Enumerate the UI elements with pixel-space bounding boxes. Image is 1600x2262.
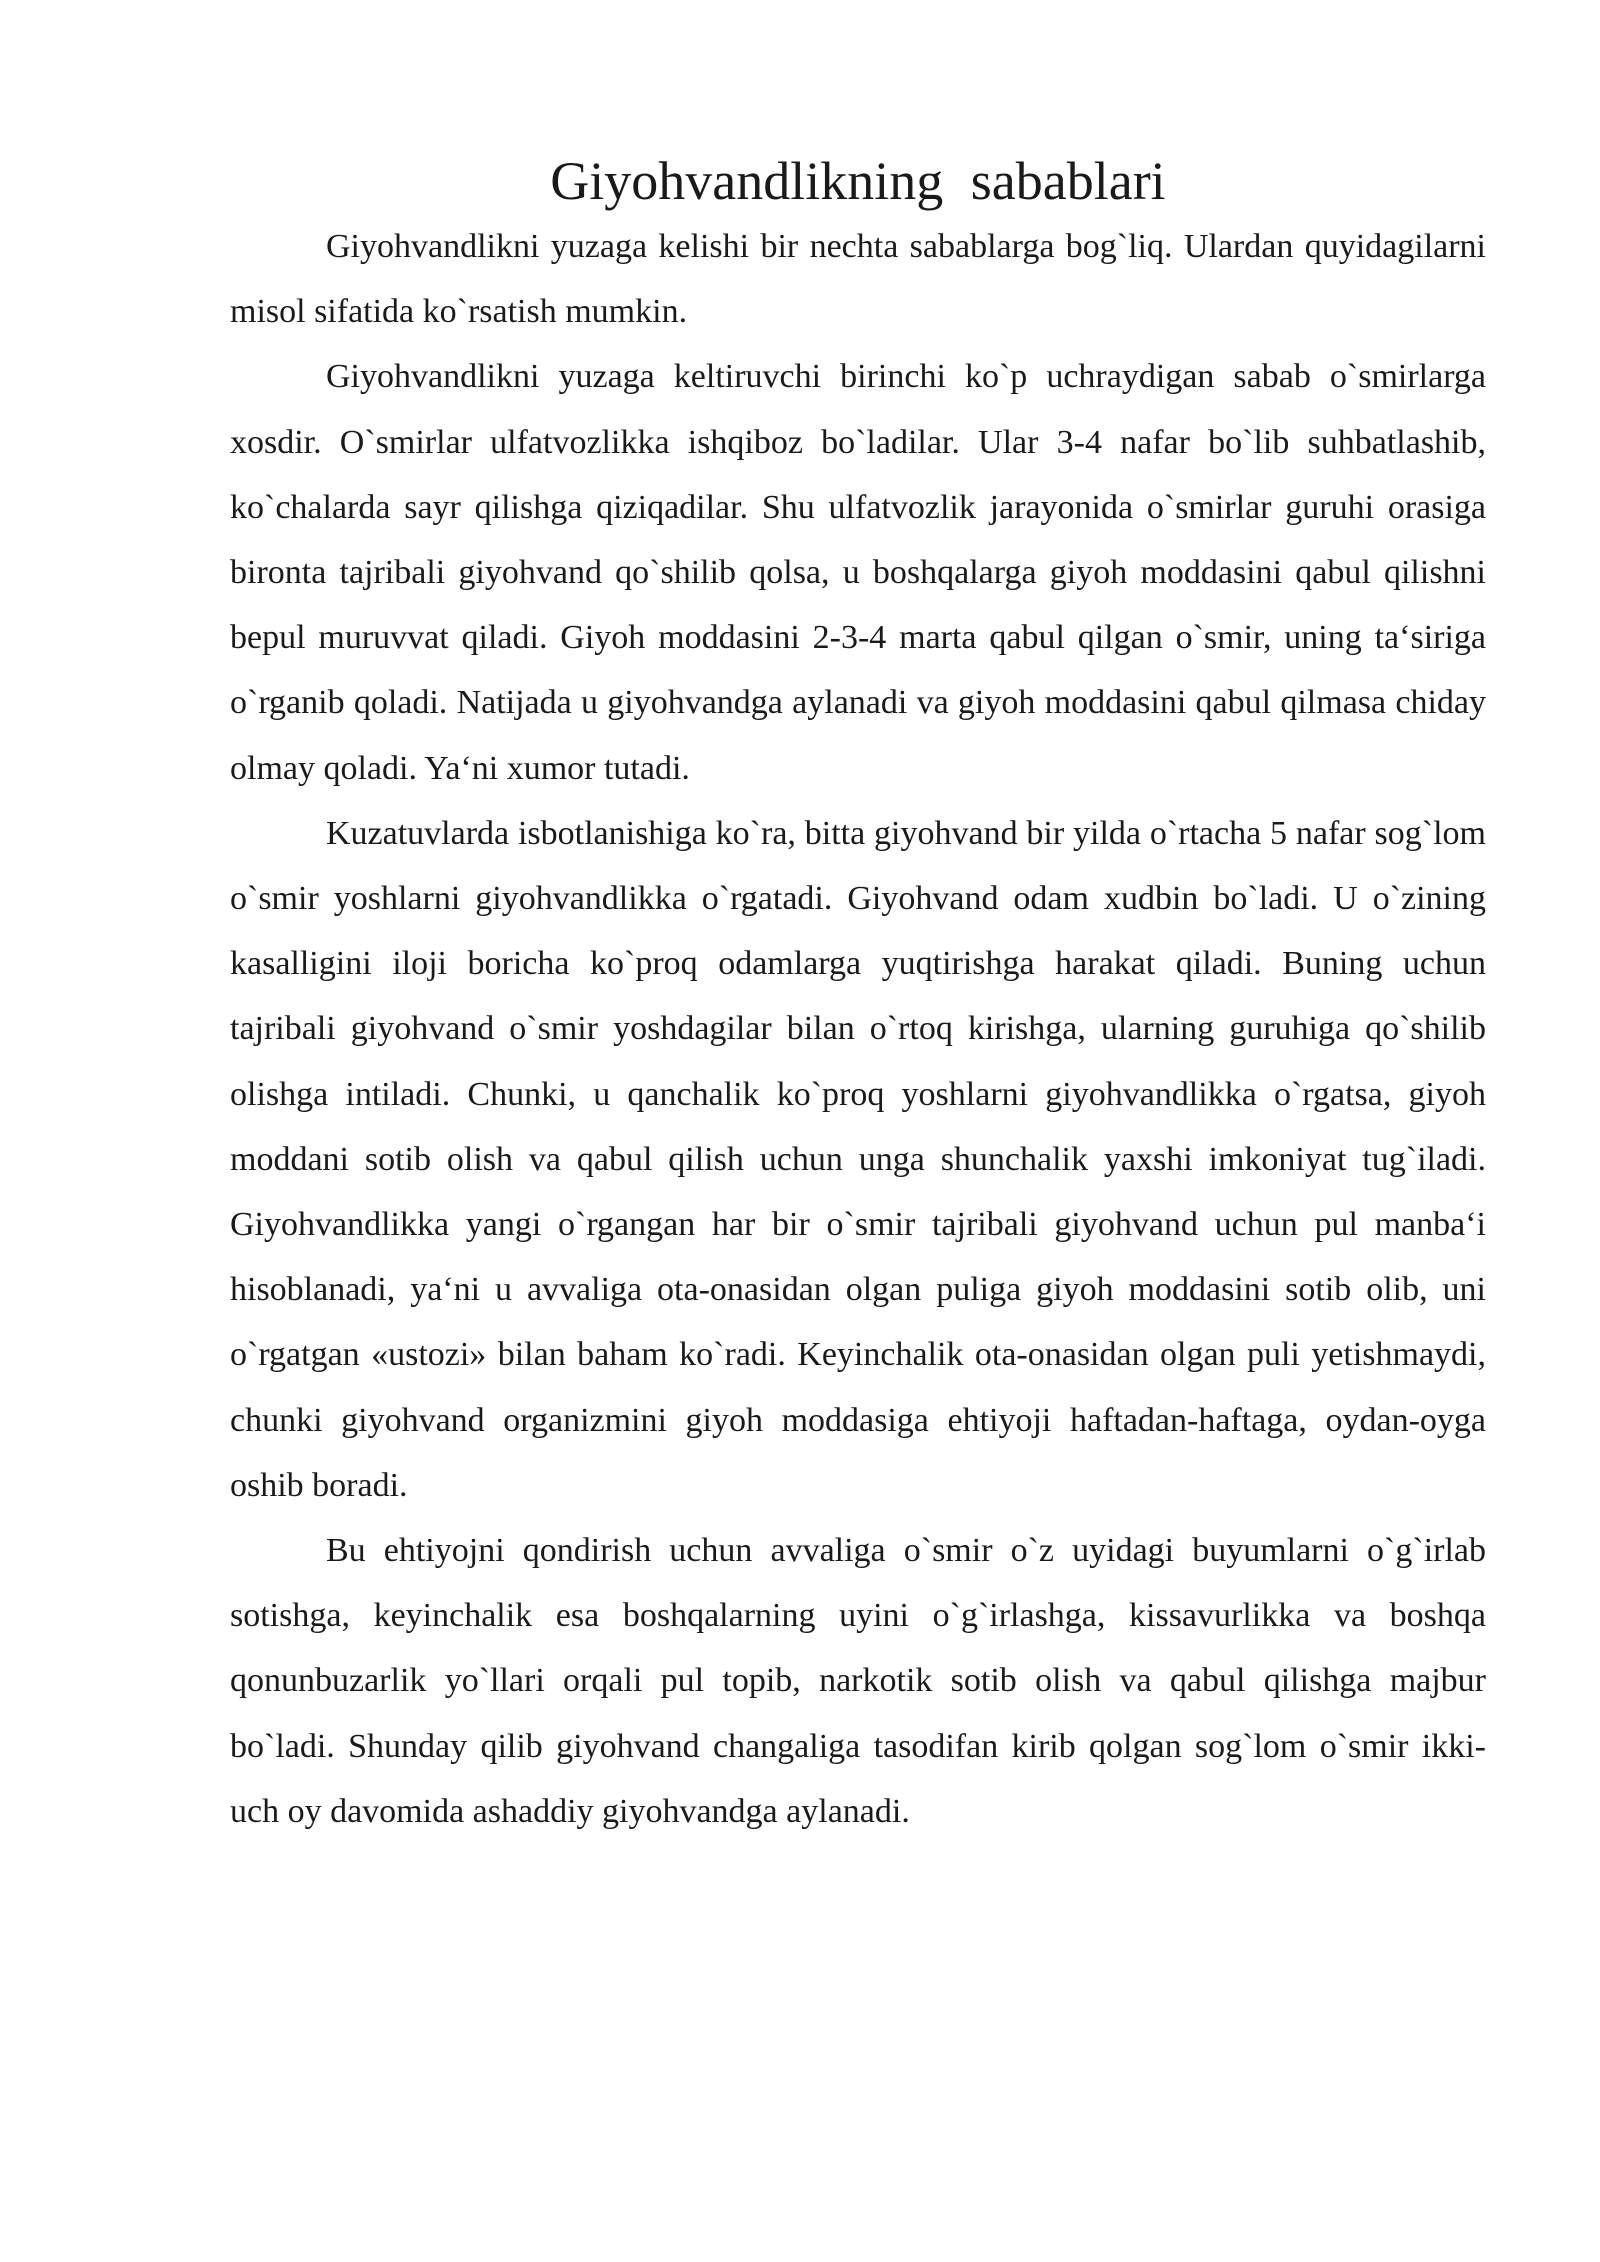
- paragraph-2: Giyohvandlikni yuzaga keltiruvchi birinchi ko`p uchraydigan sabab o`smirlarga xosdir. O`smirlar ulfatvozlikka ishqiboz bo`ladilar. Ular 3-4 nafar bo`lib suhbatlashib, ko`chalarda sayr qilishga qiziqadilar. Shu ulfatvozlik jarayonida o`smirlar guruhi orasiga bironta tajribali giyohvand qo`shilib qolsa, u boshqalarga giyoh moddasini qabul qilishni bepul muruvvat qiladi. Giyoh moddasini 2-3-4 marta qabul qilgan o`smir, uning ta‘siriga o`rganib qoladi. Natijada u giyohvandga aylanadi va giyoh moddasini qabul qilmasa chiday olmay qoladi. Ya‘ni xumor tutadi.: [230, 358, 1486, 787]
- paragraph-4: Bu ehtiyojni qondirish uchun avvaliga o`smir o`z uyidagi buyumlarni o`g`irlab sotishga, keyinchalik esa boshqalarning uyini o`g`irlashga, kissavurlikka va boshqa qonunbuzarlik yo`llari orqali pul topib, narkotik sotib olish va qabul qilishga majbur bo`ladi. Shunday qilib giyohvand changaliga tasodifan kirib qolgan sog`lom o`smir ikki-uch oy davomida ashaddiy giyohvandga aylanadi.: [230, 1532, 1486, 1830]
- paragraph-1: Giyohvandlikni yuzaga kelishi bir nechta sabablarga bog`liq. Ulardan quyidagilarni misol sifatida ko`rsatish mumkin.: [230, 228, 1486, 331]
- document-page: [230, 150, 1486, 1844]
- document-title: Giyohvandlikning sabablari: [550, 151, 1166, 211]
- paragraph-3: Kuzatuvlarda isbotlanishiga ko`ra, bitta giyohvand bir yilda o`rtacha 5 nafar sog`lom o`smir yoshlarni giyohvandlikka o`rgatadi. Giyohvand odam xudbin bo`ladi. U o`zining kasalligini iloji boricha ko`proq odamlarga yuqtirishga harakat qiladi. Buning uchun tajribali giyohvand o`smir yoshdagilar bilan o`rtoq kirishga, ularning guruhiga qo`shilib olishga intiladi. Chunki, u qanchalik ko`proq yoshlarni giyohvandlikka o`rgatsa, giyoh moddani sotib olish va qabul qilish uchun unga shunchalik yaxshi imkoniyat tug`iladi. Giyohvandlikka yangi o`rgangan har bir o`smir tajribali giyohvand uchun pul manba‘i hisoblanadi, ya‘ni u avvaliga ota-onasidan olgan puliga giyoh moddasini sotib olib, uni o`rgatgan «ustozi» bilan baham ko`radi. Keyinchalik ota-onasidan olgan puli yetishmaydi, chunki giyohvand organizmini giyoh moddasiga ehtiyoji haftadan-haftaga, oydan-oyga oshib boradi.: [230, 814, 1486, 1504]
